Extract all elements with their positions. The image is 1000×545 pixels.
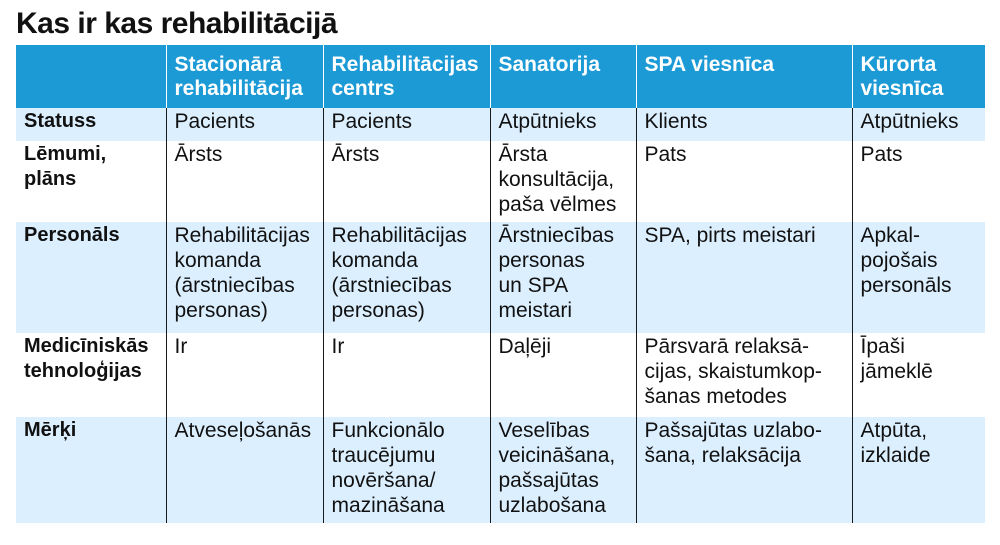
table-cell: Ir [166,333,323,417]
header-spa-viesnica: SPA viesnīca [636,45,852,108]
table-cell: Ir [323,333,490,417]
row-label: Personāls [16,222,166,333]
table-cell: Atveseļošanās [166,417,323,523]
row-label: Mērķi [16,417,166,523]
table-cell: Ārsta konsultācija, paša vēlmes [490,141,636,222]
table-cell: Veselības veicināšana, pašsajūtas uzlabošana [490,417,636,523]
table-row-lemumi [16,141,985,222]
table-cell: Daļēji [490,333,636,417]
comparison-table [16,45,985,523]
table-row-tehnologijas [16,333,985,417]
table-cell: Atpūtnieks [490,108,636,141]
table-cell: Pacients [166,108,323,141]
table-cell: Ārsts [166,141,323,222]
table-cell: Īpaši jāmeklē [852,333,985,417]
table-row-statuss [16,108,985,141]
table-cell: Funkcionālo traucējumu novēršana/ mazināšana [323,417,490,523]
row-label: Medicīniskās tehnoloģijas [16,333,166,417]
header-rehabilitacijas-centrs: Rehabilitācijas centrs [323,45,490,108]
header-stacionara-rehabilitacija: Stacionārā rehabilitācija [166,45,323,108]
table-cell: Ārstniecības personas un SPA meistari [490,222,636,333]
table-cell: Pārsvarā relaksā- cijas, skaistumkop- šanas metodes [636,333,852,417]
table-row-merki [16,417,985,523]
table-cell: Pacients [323,108,490,141]
table-cell: Pats [852,141,985,222]
table-row-personals [16,222,985,333]
table-cell: Klients [636,108,852,141]
table-cell: Rehabilitācijas komanda (ārstniecības personas) [323,222,490,333]
table-cell: Rehabilitācijas komanda (ārstniecības personas) [166,222,323,333]
table-cell: Pats [636,141,852,222]
row-label: Lēmumi, plāns [16,141,166,222]
row-label: Statuss [16,108,166,141]
table-cell: Atpūtnieks [852,108,985,141]
table-cell: Pašsajūtas uzlabo- šana, relaksācija [636,417,852,523]
table-cell: Apkal- pojošais personāls [852,222,985,333]
table-cell: Ārsts [323,141,490,222]
table-cell: Atpūta, izklaide [852,417,985,523]
header-corner [16,45,166,108]
header-kurorta-viesnica: Kūrorta viesnīca [852,45,985,108]
table-header-row [16,45,985,108]
page-title: Kas ir kas rehabilitācijā [16,7,338,40]
table-cell: SPA, pirts meistari [636,222,852,333]
header-sanatorija: Sanatorija [490,45,636,108]
